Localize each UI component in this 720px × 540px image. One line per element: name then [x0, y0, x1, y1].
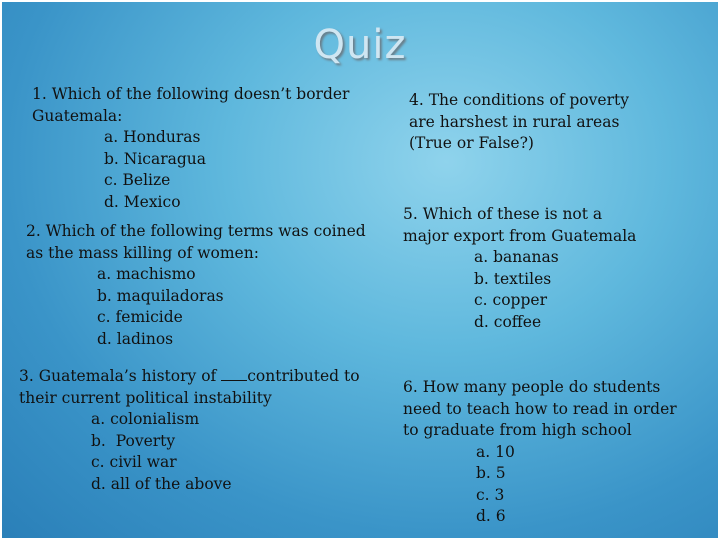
slide-title: Quiz — [313, 22, 407, 68]
question-2-option-c: c. femicide — [97, 308, 183, 326]
question-2-option-d: d. ladinos — [97, 329, 174, 348]
question-3-text-after: contributed to their current political instability — [19, 367, 360, 407]
question-3-option-d: d. all of the above — [91, 474, 232, 493]
question-6-option-c: c. 3 — [476, 485, 505, 504]
question-3-text-before: 3. Guatemala’s history of — [19, 367, 217, 385]
question-2-option-b: b. maquiladoras — [97, 286, 224, 305]
question-3-blank — [221, 368, 247, 381]
question-6-option-b: b. 5 — [476, 464, 506, 482]
question-2-option-a: a. machismo — [97, 265, 196, 283]
question-2-text: 2. Which of the following terms was coined as the mass killing of women: — [26, 222, 366, 262]
question-4 — [409, 90, 659, 155]
question-1-option-b: b. Nicaragua — [104, 149, 207, 168]
question-5-option-b: b. textiles — [474, 269, 552, 288]
question-6 — [403, 377, 695, 528]
question-5-option-c: c. copper — [474, 291, 547, 309]
question-1-option-c: c. Belize — [104, 171, 171, 189]
question-3-option-b: b. Poverty — [91, 431, 176, 450]
question-1 — [32, 84, 352, 213]
question-3 — [19, 366, 375, 495]
question-5 — [403, 204, 653, 333]
question-4-text: 4. The conditions of poverty are harshest in rural areas (True or False?) — [409, 91, 629, 152]
question-3-option-c: c. civil war — [91, 453, 177, 471]
question-5-option-a: a. bananas — [474, 248, 559, 266]
question-3-option-a: a. colonialism — [91, 410, 200, 428]
question-3-text — [19, 366, 375, 409]
question-5-text: 5. Which of these is not a major export from Guatemala — [403, 205, 637, 245]
question-1-option-d: d. Mexico — [104, 192, 181, 211]
question-6-option-a: a. 10 — [476, 442, 515, 461]
question-2 — [26, 221, 376, 350]
question-1-text: 1. Which of the following doesn’t border Guatemala: — [32, 85, 350, 125]
question-5-option-d: d. coffee — [474, 312, 542, 331]
question-6-text: 6. How many people do students need to teach how to read in order to graduate from high school — [403, 378, 677, 439]
question-6-option-d: d. 6 — [476, 507, 506, 525]
question-1-option-a: a. Honduras — [104, 128, 201, 146]
